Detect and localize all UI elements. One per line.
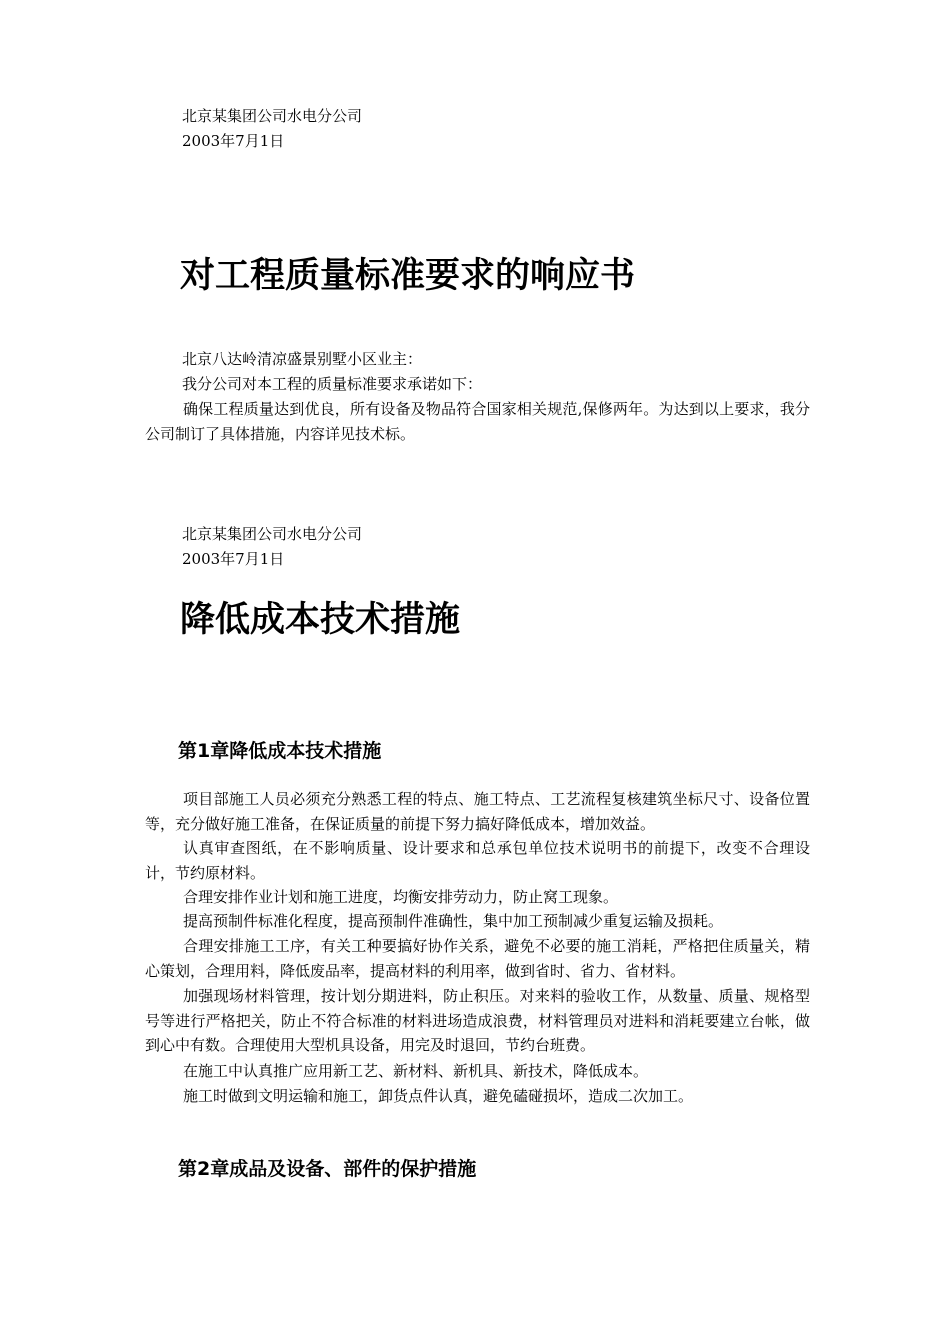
addressee-line: 北京八达岭清凉盛景别墅小区业主： [182,350,423,368]
cost-paragraph: 提高预制件标准化程度，提高预制件准确性，集中加工预制减少重复运输及损耗。 [183,912,724,930]
cost-paragraph: 施工时做到文明运输和施工，卸货点件认真，避免磕碰损坏，造成二次加工。 [183,1087,694,1105]
chapter-2-heading: 第2章成品及设备、部件的保护措施 [178,1158,477,1180]
intro-line: 我分公司对本工程的质量标准要求承诺如下： [182,375,483,393]
signature-date: 2003年7月1日 [182,550,285,568]
signature-date: 2003年7月1日 [182,132,285,150]
signature-company: 北京某集团公司水电分公司 [182,525,363,543]
cost-paragraph: 合理安排作业计划和施工进度，均衡安排劳动力，防止窝工现象。 [183,888,619,906]
chapter-1-heading: 第1章降低成本技术措施 [178,740,382,762]
cost-paragraph: 合理安排施工工序，有关工种要搞好协作关系，避免不必要的施工消耗，严格把住质量关，精心策划，合理用料，降低废品率，提高材料的利用率，做到省时、省力、省材料。 [145,937,810,980]
response-letter-title: 对工程质量标准要求的响应书 [180,256,636,296]
response-body-paragraph: 确保工程质量达到优良，所有设备及物品符合国家相关规范,保修两年。为达到以上要求，我分公司制订了具体措施，内容详见技术标。 [145,400,810,443]
cost-paragraph: 加强现场材料管理，按计划分期进料，防止积压。对来料的验收工作，从数量、质量、规格型号等进行严格把关，防止不符合标准的材料进场造成浪费，材料管理员对进料和消耗要建立台帐，做到心中有数。合理使用大型机具设备，用完及时退回，节约台班费。 [145,987,810,1054]
cost-paragraph: 认真审查图纸，在不影响质量、设计要求和总承包单位技术说明书的前提下，改变不合理设计，节约原材料。 [145,839,810,882]
signature-company: 北京某集团公司水电分公司 [182,107,363,125]
cost-section-title: 降低成本技术措施 [180,600,461,640]
cost-paragraph: 项目部施工人员必须充分熟悉工程的特点、施工特点、工艺流程复核建筑坐标尺寸、设备位置等，充分做好施工准备，在保证质量的前提下努力搞好降低成本，增加效益。 [145,790,810,833]
cost-paragraph: 在施工中认真推广应用新工艺、新材料、新机具、新技术，降低成本。 [183,1062,649,1080]
